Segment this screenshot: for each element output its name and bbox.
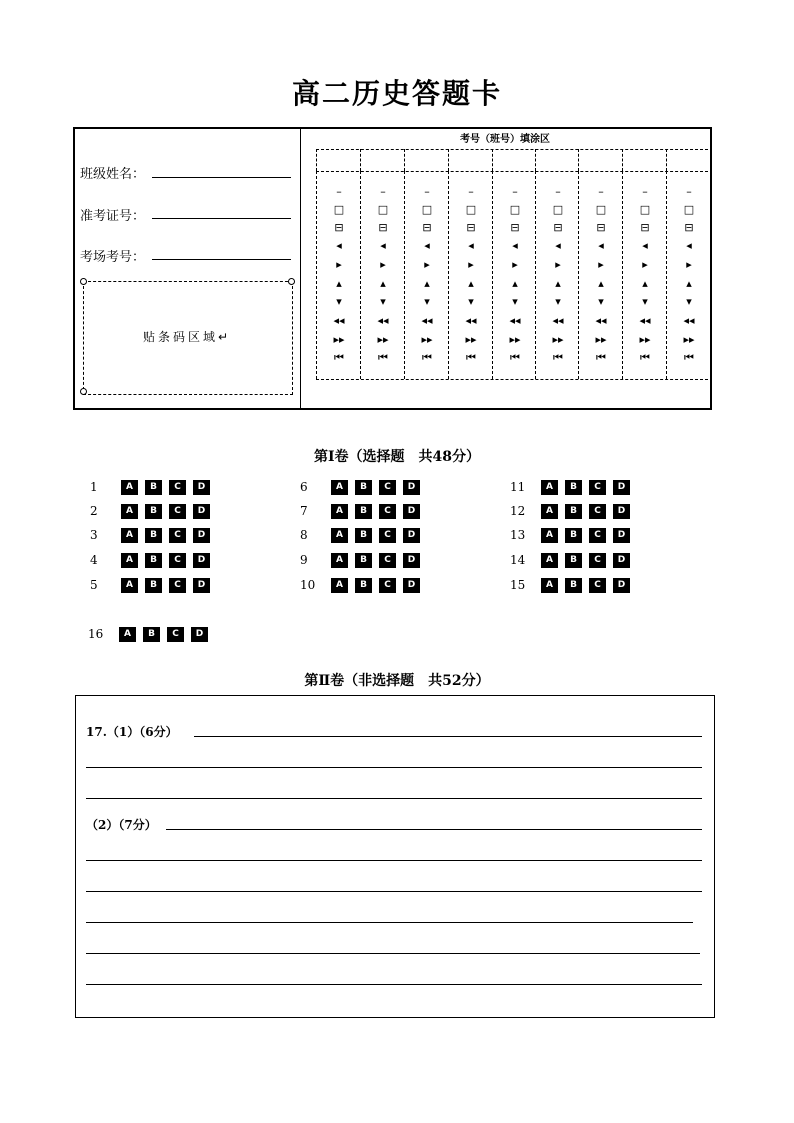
digit-bubble[interactable]: ◂ (555, 239, 561, 252)
answer-line[interactable] (86, 922, 693, 923)
digit-bubble[interactable]: ▸ (598, 258, 604, 271)
answer-bubble[interactable]: B (143, 627, 160, 642)
grid-line (535, 171, 536, 379)
grid-line (535, 149, 536, 171)
digit-bubble[interactable]: □ (465, 203, 477, 216)
answer-bubble[interactable]: B (355, 553, 372, 568)
digit-bubble[interactable]: ⏮ (553, 351, 563, 364)
digit-bubble[interactable]: □ (509, 203, 521, 216)
answer-bubble[interactable]: B (145, 553, 162, 568)
digit-bubble[interactable]: ▾ (336, 295, 342, 308)
digit-bubble[interactable]: ▾ (642, 295, 648, 308)
exam-id-label: 准考证号： (80, 209, 146, 224)
room-label: 考场考号： (80, 250, 146, 265)
digit-bubble[interactable]: ▸▸ (552, 333, 564, 346)
barcode-label: 贴条码区域↵ (142, 330, 232, 344)
digit-bubble[interactable]: ▾ (555, 295, 561, 308)
question-number: 9 (300, 553, 308, 567)
digit-bubble[interactable]: ▴ (598, 277, 604, 290)
grid-line (578, 171, 579, 379)
question-number: 14 (510, 553, 526, 567)
answer-line[interactable] (86, 891, 702, 892)
class-name-field[interactable] (152, 177, 291, 178)
digit-bubble[interactable]: ▸ (380, 258, 386, 271)
answer-bubble[interactable]: D (193, 528, 210, 543)
question-number: 5 (90, 578, 98, 592)
digit-bubble[interactable]: ⏮ (422, 351, 432, 364)
digit-bubble[interactable]: ⊟ (640, 221, 650, 234)
answer-bubble[interactable]: A (541, 528, 558, 543)
exam-number-title: 考号（班号）填涂区 (460, 134, 550, 145)
info-divider (300, 127, 301, 408)
answer-bubble[interactable]: A (121, 578, 138, 593)
answer-bubble[interactable]: D (403, 578, 420, 593)
answer-bubble[interactable]: C (589, 528, 606, 543)
answer-bubble[interactable]: D (613, 480, 630, 495)
digit-bubble[interactable]: – (512, 185, 518, 198)
digit-bubble[interactable]: ◂◂ (421, 314, 433, 327)
digit-bubble[interactable]: ⊟ (510, 221, 520, 234)
answer-bubble[interactable]: A (331, 504, 348, 519)
answer-bubble[interactable]: C (169, 578, 186, 593)
digit-bubble[interactable]: ▾ (598, 295, 604, 308)
digit-bubble[interactable]: ⊟ (553, 221, 563, 234)
digit-bubble[interactable]: ◂◂ (333, 314, 345, 327)
digit-bubble[interactable]: ◂◂ (465, 314, 477, 327)
question-number: 4 (90, 553, 98, 567)
digit-bubble[interactable]: ▸ (642, 258, 648, 271)
grid-line (666, 149, 667, 171)
digit-bubble[interactable]: – (555, 185, 561, 198)
grid-line (448, 171, 449, 379)
digit-bubble[interactable]: ◂◂ (683, 314, 695, 327)
answer-bubble[interactable]: A (331, 528, 348, 543)
question-number: 11 (510, 480, 526, 494)
digit-bubble[interactable]: ▸ (336, 258, 342, 271)
answer-bubble[interactable]: B (145, 504, 162, 519)
answer-bubble[interactable]: A (121, 480, 138, 495)
digit-bubble[interactable]: ▸ (512, 258, 518, 271)
digit-bubble[interactable]: ▸▸ (421, 333, 433, 346)
grid-line (448, 149, 449, 171)
page-title: 高二历史答题卡 (291, 77, 502, 110)
digit-bubble[interactable]: ◂ (512, 239, 518, 252)
answer-bubble[interactable]: C (379, 528, 396, 543)
digit-bubble[interactable]: ▸▸ (333, 333, 345, 346)
answer-bubble[interactable]: C (589, 504, 606, 519)
digit-bubble[interactable]: ⏮ (684, 351, 694, 364)
answer-bubble[interactable]: C (589, 578, 606, 593)
digit-bubble[interactable]: ▸ (468, 258, 474, 271)
answer-bubble[interactable]: B (355, 480, 372, 495)
answer-bubble[interactable]: C (589, 480, 606, 495)
digit-bubble[interactable]: ◂ (336, 239, 342, 252)
question-number: 2 (90, 504, 98, 518)
answer-bubble[interactable]: C (379, 480, 396, 495)
question-number: 12 (510, 504, 526, 518)
grid-line (666, 171, 667, 379)
answer-bubble[interactable]: D (613, 528, 630, 543)
digit-bubble[interactable]: ▴ (468, 277, 474, 290)
answer-bubble[interactable]: C (169, 504, 186, 519)
answer-bubble[interactable]: B (145, 578, 162, 593)
answer-line[interactable] (86, 767, 702, 768)
answer-bubble[interactable]: D (403, 480, 420, 495)
answer-bubble[interactable]: D (613, 504, 630, 519)
digit-bubble[interactable]: □ (552, 203, 564, 216)
answer-bubble[interactable]: C (589, 553, 606, 568)
answer-bubble[interactable]: A (541, 553, 558, 568)
grid-line (360, 171, 361, 379)
digit-bubble[interactable]: ▾ (512, 295, 518, 308)
digit-bubble[interactable]: ⏮ (334, 351, 344, 364)
answer-bubble[interactable]: B (145, 528, 162, 543)
digit-bubble[interactable]: ⊟ (334, 221, 344, 234)
digit-bubble[interactable]: ◂ (424, 239, 430, 252)
answer-bubble[interactable]: C (169, 528, 186, 543)
digit-bubble[interactable]: ◂ (686, 239, 692, 252)
question-number: 15 (510, 578, 526, 592)
answer-box (75, 695, 715, 1018)
answer-bubble[interactable]: A (121, 504, 138, 519)
digit-bubble[interactable]: ⏮ (510, 351, 520, 364)
digit-bubble[interactable]: ▴ (642, 277, 648, 290)
digit-bubble[interactable]: ◂ (598, 239, 604, 252)
digit-bubble[interactable]: ◂ (642, 239, 648, 252)
answer-bubble[interactable]: D (193, 480, 210, 495)
question-number: 8 (300, 528, 308, 542)
digit-bubble[interactable]: □ (683, 203, 695, 216)
digit-bubble[interactable]: – (380, 185, 386, 198)
q17-part2-label: （2）（7分） (86, 818, 157, 832)
grid-line (360, 149, 361, 171)
digit-bubble[interactable]: ▸ (424, 258, 430, 271)
grid-line (316, 379, 708, 380)
digit-bubble[interactable]: ▴ (424, 277, 430, 290)
answer-bubble[interactable]: B (565, 528, 582, 543)
answer-line[interactable] (86, 860, 702, 861)
answer-bubble[interactable]: C (379, 578, 396, 593)
question-number: 7 (300, 504, 308, 518)
grid-line (622, 171, 623, 379)
digit-bubble[interactable]: ▴ (686, 277, 692, 290)
digit-bubble[interactable]: ◂ (468, 239, 474, 252)
digit-bubble[interactable]: ▾ (686, 295, 692, 308)
digit-bubble[interactable]: ▸ (686, 258, 692, 271)
answer-bubble[interactable]: D (193, 578, 210, 593)
digit-bubble[interactable]: – (336, 185, 342, 198)
answer-bubble[interactable]: D (193, 553, 210, 568)
grid-line (404, 171, 405, 379)
digit-bubble[interactable]: ▸▸ (509, 333, 521, 346)
digit-bubble[interactable]: – (424, 185, 430, 198)
question-number: 10 (300, 578, 316, 592)
digit-bubble[interactable]: ⊟ (684, 221, 694, 234)
answer-bubble[interactable]: D (193, 504, 210, 519)
digit-bubble[interactable]: ◂◂ (639, 314, 651, 327)
answer-line[interactable] (194, 736, 702, 737)
corner-mark (288, 278, 295, 285)
digit-bubble[interactable]: ◂ (380, 239, 386, 252)
q17-part1-label: 17.（1）（6分） (86, 725, 178, 739)
answer-bubble[interactable]: A (119, 627, 136, 642)
grid-line (316, 149, 317, 171)
grid-line (316, 171, 317, 379)
question-number: 6 (300, 480, 308, 494)
digit-bubble[interactable]: □ (333, 203, 345, 216)
digit-bubble[interactable]: ▸▸ (465, 333, 477, 346)
answer-line[interactable] (86, 984, 702, 985)
digit-bubble[interactable]: ▸▸ (377, 333, 389, 346)
answer-line[interactable] (166, 829, 702, 830)
digit-bubble[interactable]: – (468, 185, 474, 198)
answer-bubble[interactable]: A (331, 578, 348, 593)
digit-bubble[interactable]: ▸▸ (639, 333, 651, 346)
question-number: 16 (88, 627, 104, 641)
digit-bubble[interactable]: ◂◂ (595, 314, 607, 327)
answer-bubble[interactable]: D (403, 553, 420, 568)
digit-bubble[interactable]: ▴ (512, 277, 518, 290)
answer-bubble[interactable]: B (565, 553, 582, 568)
grid-line (492, 171, 493, 379)
digit-bubble[interactable]: ⊟ (378, 221, 388, 234)
answer-bubble[interactable]: C (167, 627, 184, 642)
digit-bubble[interactable]: ▾ (380, 295, 386, 308)
digit-bubble[interactable]: ⊟ (596, 221, 606, 234)
digit-bubble[interactable]: ▴ (380, 277, 386, 290)
digit-bubble[interactable]: ▸ (555, 258, 561, 271)
answer-bubble[interactable]: B (145, 480, 162, 495)
digit-bubble[interactable]: □ (421, 203, 433, 216)
digit-bubble[interactable]: – (686, 185, 692, 198)
question-number: 13 (510, 528, 526, 542)
grid-line (492, 149, 493, 171)
answer-bubble[interactable]: A (121, 553, 138, 568)
answer-bubble[interactable]: D (403, 504, 420, 519)
digit-bubble[interactable]: ▾ (468, 295, 474, 308)
answer-bubble[interactable]: A (331, 480, 348, 495)
digit-bubble[interactable]: ◂◂ (509, 314, 521, 327)
answer-bubble[interactable]: C (379, 504, 396, 519)
section1-title: 第Ⅰ卷（选择题 共48分） (313, 449, 481, 465)
digit-bubble[interactable]: □ (595, 203, 607, 216)
digit-bubble[interactable]: ⏮ (466, 351, 476, 364)
digit-bubble[interactable]: ⏮ (596, 351, 606, 364)
grid-line (316, 149, 708, 150)
answer-bubble[interactable]: D (191, 627, 208, 642)
answer-bubble[interactable]: C (169, 480, 186, 495)
answer-line[interactable] (86, 798, 702, 799)
question-number: 3 (90, 528, 98, 542)
question-number: 1 (90, 480, 98, 494)
answer-bubble[interactable]: C (169, 553, 186, 568)
answer-bubble[interactable]: B (565, 480, 582, 495)
digit-bubble[interactable]: – (642, 185, 648, 198)
digit-bubble[interactable]: □ (377, 203, 389, 216)
answer-line[interactable] (86, 953, 700, 954)
answer-bubble[interactable]: D (403, 528, 420, 543)
corner-mark (80, 278, 87, 285)
answer-bubble[interactable]: A (541, 578, 558, 593)
grid-line (404, 149, 405, 171)
digit-bubble[interactable]: ◂◂ (377, 314, 389, 327)
digit-bubble[interactable]: ⏮ (378, 351, 388, 364)
answer-bubble[interactable]: D (613, 578, 630, 593)
grid-line (622, 149, 623, 171)
answer-bubble[interactable]: A (121, 528, 138, 543)
answer-bubble[interactable]: D (613, 553, 630, 568)
answer-bubble[interactable]: B (355, 578, 372, 593)
answer-bubble[interactable]: A (541, 504, 558, 519)
digit-bubble[interactable]: ▸▸ (595, 333, 607, 346)
class-name-label: 班级姓名： (80, 167, 146, 182)
digit-bubble[interactable]: ▴ (336, 277, 342, 290)
grid-line (578, 149, 579, 171)
answer-bubble[interactable]: A (541, 480, 558, 495)
answer-bubble[interactable]: B (355, 528, 372, 543)
corner-mark (80, 388, 87, 395)
room-field[interactable] (152, 259, 291, 260)
answer-bubble[interactable]: B (565, 504, 582, 519)
digit-bubble[interactable]: ▾ (424, 295, 430, 308)
digit-bubble[interactable]: ▸▸ (683, 333, 695, 346)
answer-bubble[interactable]: A (331, 553, 348, 568)
digit-bubble[interactable]: ▴ (555, 277, 561, 290)
grid-line (316, 171, 708, 172)
answer-bubble[interactable]: C (379, 553, 396, 568)
digit-bubble[interactable]: ⊟ (466, 221, 476, 234)
digit-bubble[interactable]: □ (639, 203, 651, 216)
exam-id-field[interactable] (152, 218, 291, 219)
digit-bubble[interactable]: ⊟ (422, 221, 432, 234)
digit-bubble[interactable]: – (598, 185, 604, 198)
digit-bubble[interactable]: ⏮ (640, 351, 650, 364)
answer-bubble[interactable]: B (355, 504, 372, 519)
digit-bubble[interactable]: ◂◂ (552, 314, 564, 327)
answer-bubble[interactable]: B (565, 578, 582, 593)
section2-title: 第Ⅱ卷（非选择题 共52分） (304, 673, 490, 689)
